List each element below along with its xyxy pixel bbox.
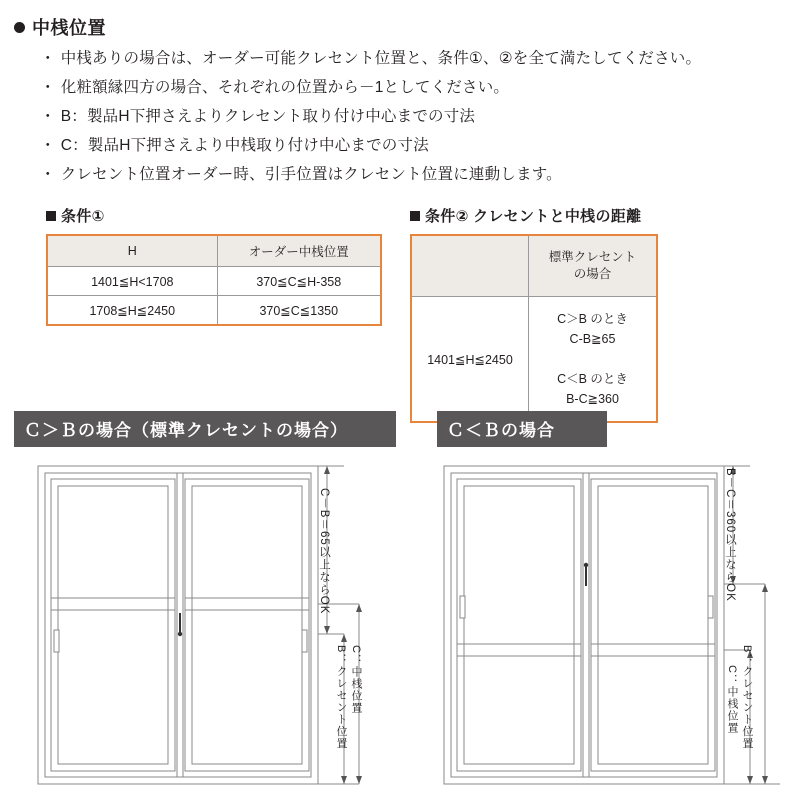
table-header-row bbox=[411, 235, 657, 297]
note-bullet: ・ bbox=[40, 108, 56, 125]
table-row bbox=[47, 267, 381, 296]
table-row bbox=[411, 297, 657, 423]
list-item bbox=[40, 44, 780, 73]
condition1-table bbox=[46, 234, 382, 326]
note-bullet: ・ bbox=[40, 137, 56, 154]
square-marker-icon bbox=[46, 211, 56, 221]
figure-left-drawing bbox=[14, 448, 414, 793]
label-right-c: C：中桟位置 bbox=[726, 665, 738, 734]
label-right-b: B：クレセント位置 bbox=[741, 645, 753, 750]
condition2-title-text: 条件② クレセントと中桟の距離 bbox=[425, 208, 642, 225]
condition1-block bbox=[46, 205, 382, 326]
square-marker-icon bbox=[410, 211, 420, 221]
note-bullet: ・ bbox=[40, 166, 56, 183]
condition2-title bbox=[410, 205, 658, 226]
list-item bbox=[40, 102, 780, 131]
cell-distance-rules bbox=[529, 297, 658, 423]
notes-list bbox=[40, 44, 780, 189]
cell-h: 1401≦H<1708 bbox=[47, 267, 217, 296]
cell-h: 1708≦H≦2450 bbox=[47, 296, 217, 326]
figure-left-caption: Ｃ＞Ｂの場合（標準クレセントの場合） bbox=[14, 411, 396, 447]
figure-right-caption: Ｃ＜Ｂの場合 bbox=[437, 411, 607, 447]
list-item bbox=[40, 131, 780, 160]
note-bullet: ・ bbox=[40, 50, 56, 67]
list-item bbox=[40, 73, 780, 102]
label-left-b: B：クレセント位置 bbox=[335, 645, 347, 750]
page-title bbox=[14, 14, 106, 40]
list-item bbox=[40, 160, 780, 189]
condition1-title-text: 条件① bbox=[61, 208, 105, 225]
table-row bbox=[47, 296, 381, 326]
note-text: クレセント位置オーダー時、引手位置はクレセント位置に連動します。 bbox=[60, 166, 562, 183]
column-header-position: オーダー中桟位置 bbox=[217, 235, 381, 267]
note-bullet: ・ bbox=[40, 79, 56, 96]
cell-position: 370≦C≦1350 bbox=[217, 296, 381, 326]
page-title-text: 中桟位置 bbox=[32, 18, 106, 38]
header-line1: 標準クレセント bbox=[548, 250, 637, 264]
note-text: 中桟ありの場合は、オーダー可能クレセント位置と、条件①、②を全て満たしてください。 bbox=[60, 50, 702, 67]
header-line2: の場合 bbox=[573, 267, 612, 281]
table-header-row bbox=[47, 235, 381, 267]
condition2-block bbox=[410, 205, 658, 423]
cell-h-range: 1401≦H≦2450 bbox=[411, 297, 529, 423]
condition1-title bbox=[46, 205, 382, 226]
column-header-h: H bbox=[47, 235, 217, 267]
cell-position: 370≦C≦H-358 bbox=[217, 267, 381, 296]
column-header-standard-crescent bbox=[529, 235, 658, 297]
rule-line2: C-B≧65 bbox=[569, 332, 616, 346]
condition2-table bbox=[410, 234, 658, 423]
label-left-top-dimension: C－B＝65以上ならOK bbox=[318, 488, 330, 615]
cell-empty-corner bbox=[411, 235, 529, 297]
bullet-dot-icon bbox=[14, 22, 25, 33]
note-text: B：製品H下押さえよりクレセント取り付け中心までの寸法 bbox=[60, 108, 476, 125]
rule-line1: C＞B のとき bbox=[557, 312, 628, 326]
note-text: 化粧額縁四方の場合、それぞれの位置から－1としてください。 bbox=[60, 79, 510, 96]
rule-line4: B-C≧360 bbox=[566, 392, 619, 406]
label-right-top-dimension: B－C＝360以上ならOK bbox=[724, 468, 736, 602]
rule-line3: C＜B のとき bbox=[557, 372, 628, 386]
note-text: C：製品H下押さえより中桟取り付け中心までの寸法 bbox=[60, 137, 429, 154]
label-left-c: C：中桟位置 bbox=[350, 645, 362, 714]
